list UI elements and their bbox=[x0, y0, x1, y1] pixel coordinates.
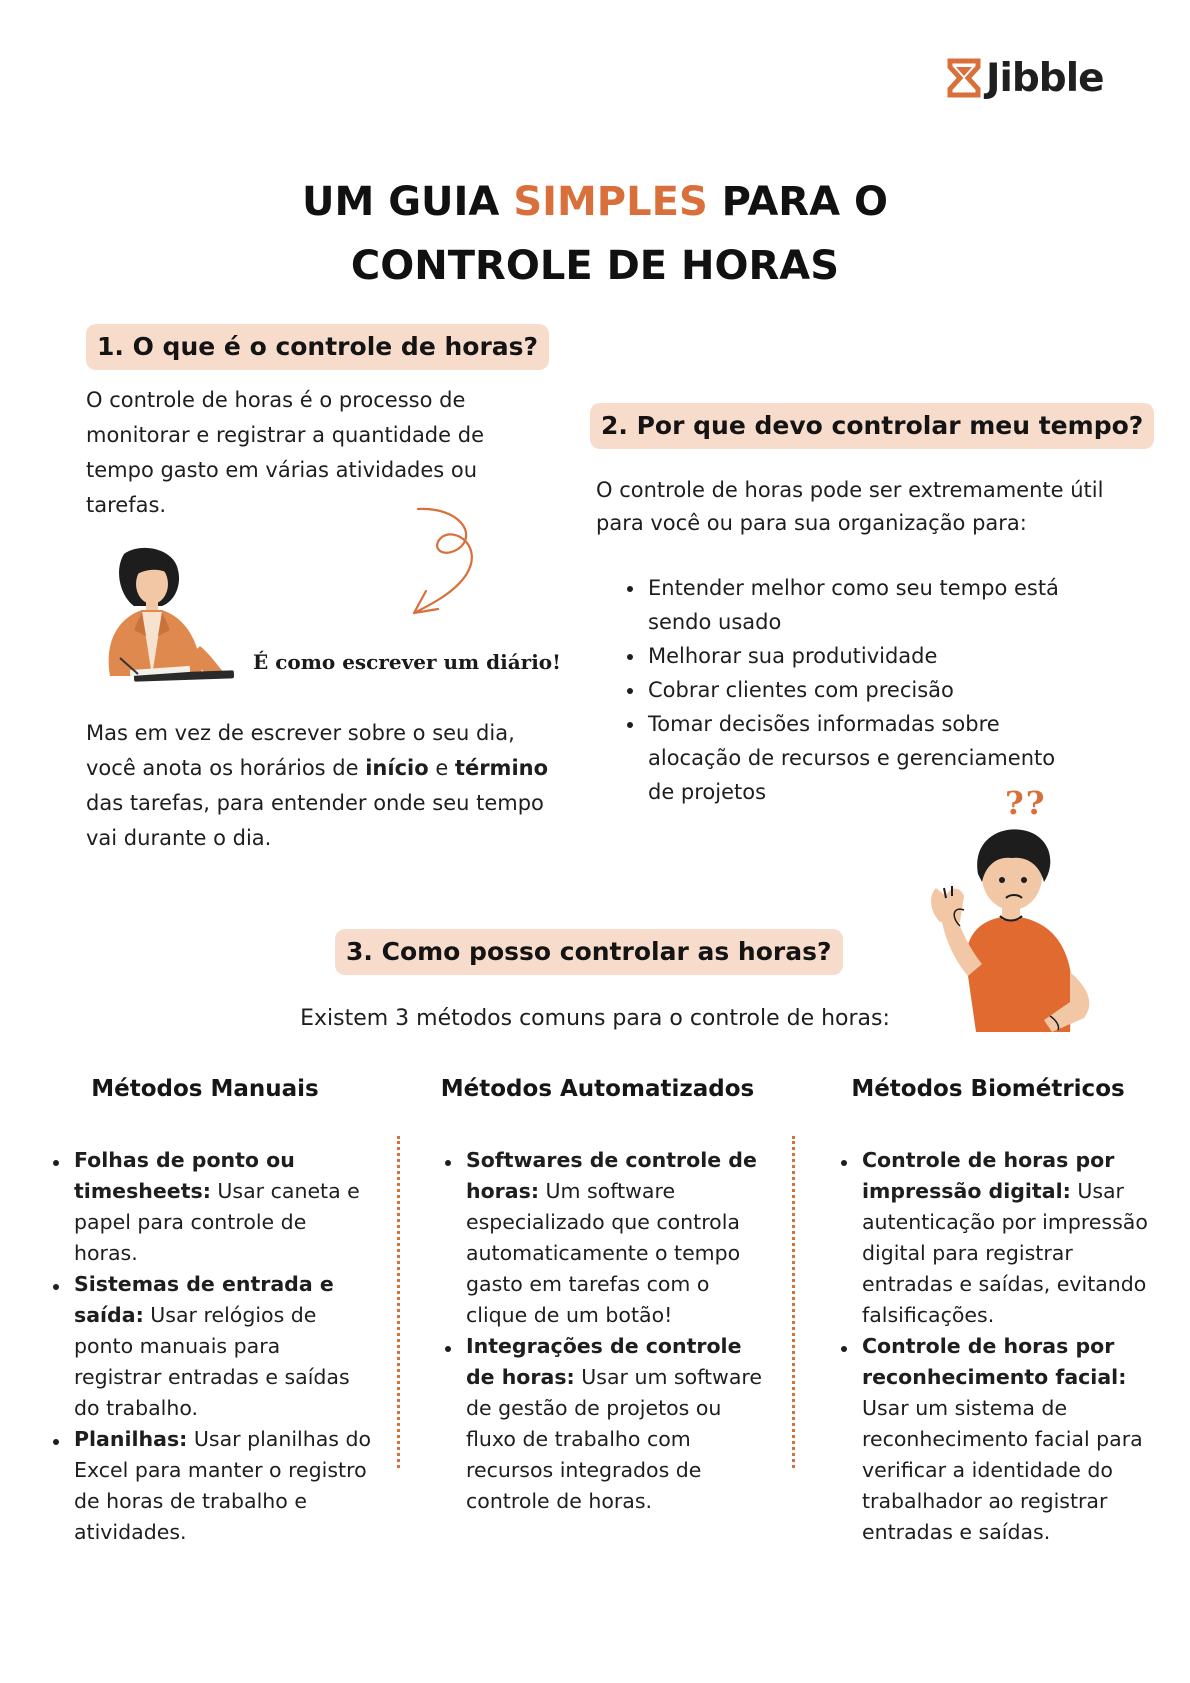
biometric-methods-list bbox=[840, 1145, 1155, 1548]
diary-quote: É como escrever um diário! bbox=[253, 650, 561, 674]
section1-body: Mas em vez de escrever sobre o seu dia, você anota os horários de início e término das tarefas, para entender onde seu tempo vai durante o dia. bbox=[86, 721, 549, 850]
automated-methods-list bbox=[444, 1145, 764, 1517]
manual-methods-list bbox=[52, 1145, 372, 1548]
section2-heading: 2. Por que devo controlar meu tempo? bbox=[590, 403, 1154, 449]
section2-intro: O controle de horas pode ser extremamente útil para você ou para sua organização para: bbox=[596, 478, 1104, 535]
section2-bullet-list bbox=[626, 571, 1126, 809]
jibble-logo bbox=[946, 55, 1104, 101]
list-item: Tomar decisões informadas sobre alocação de recursos e gerenciamento de projetos bbox=[626, 707, 1126, 809]
list-item: Sistemas de entrada e saída: Usar relógios de ponto manuais para registrar entradas e saídas do trabalho. bbox=[52, 1269, 372, 1424]
list-item: Integrações de controle de horas: Usar um software de gestão de projetos ou fluxo de trabalho com recursos integrados de controle de horas. bbox=[444, 1331, 764, 1517]
column-title-automated: Métodos Automatizados bbox=[440, 1076, 755, 1102]
column-divider bbox=[397, 1136, 401, 1468]
list-item: Controle de horas por impressão digital: Usar autenticação por impressão digital para registrar entradas e saídas, evitando falsificações. bbox=[840, 1145, 1155, 1331]
column-title-biometric: Métodos Biométricos bbox=[851, 1076, 1125, 1102]
hourglass-logo-icon bbox=[946, 58, 982, 98]
column-title-manual: Métodos Manuais bbox=[91, 1076, 319, 1102]
page-title: UM GUIA SIMPLES PARA O CONTROLE DE HORAS bbox=[302, 179, 888, 289]
brand-name: Jibble bbox=[986, 55, 1104, 101]
list-item: Softwares de controle de horas: Um software especializado que controla automaticamente o tempo gasto em tarefas com o clique de um botão! bbox=[444, 1145, 764, 1331]
woman-writing-illustration bbox=[90, 546, 240, 686]
list-item: Controle de horas por reconhecimento facial: Usar um sistema de reconhecimento facial para verificar a identidade do trabalhador ao registrar entradas e saídas. bbox=[840, 1331, 1155, 1548]
list-item: Planilhas: Usar planilhas do Excel para manter o registro de horas de trabalho e atividades. bbox=[52, 1424, 372, 1548]
list-item: Entender melhor como seu tempo está sendo usado bbox=[626, 571, 1126, 639]
column-divider bbox=[792, 1136, 796, 1468]
section1-heading: 1. O que é o controle de horas? bbox=[86, 324, 549, 370]
list-item: Cobrar clientes com precisão bbox=[626, 673, 1126, 707]
section3-intro: Existem 3 métodos comuns para o controle de horas: bbox=[300, 1006, 890, 1031]
section3-heading: 3. Como posso controlar as horas? bbox=[335, 929, 843, 975]
section1-intro: O controle de horas é o processo de monitorar e registrar a quantidade de tempo gasto em várias atividades ou tarefas. bbox=[86, 388, 484, 517]
question-marks: ?? bbox=[1005, 784, 1047, 822]
list-item: Folhas de ponto ou timesheets: Usar caneta e papel para controle de horas. bbox=[52, 1145, 372, 1269]
list-item: Melhorar sua produtividade bbox=[626, 639, 1126, 673]
curly-arrow-icon bbox=[400, 505, 490, 615]
